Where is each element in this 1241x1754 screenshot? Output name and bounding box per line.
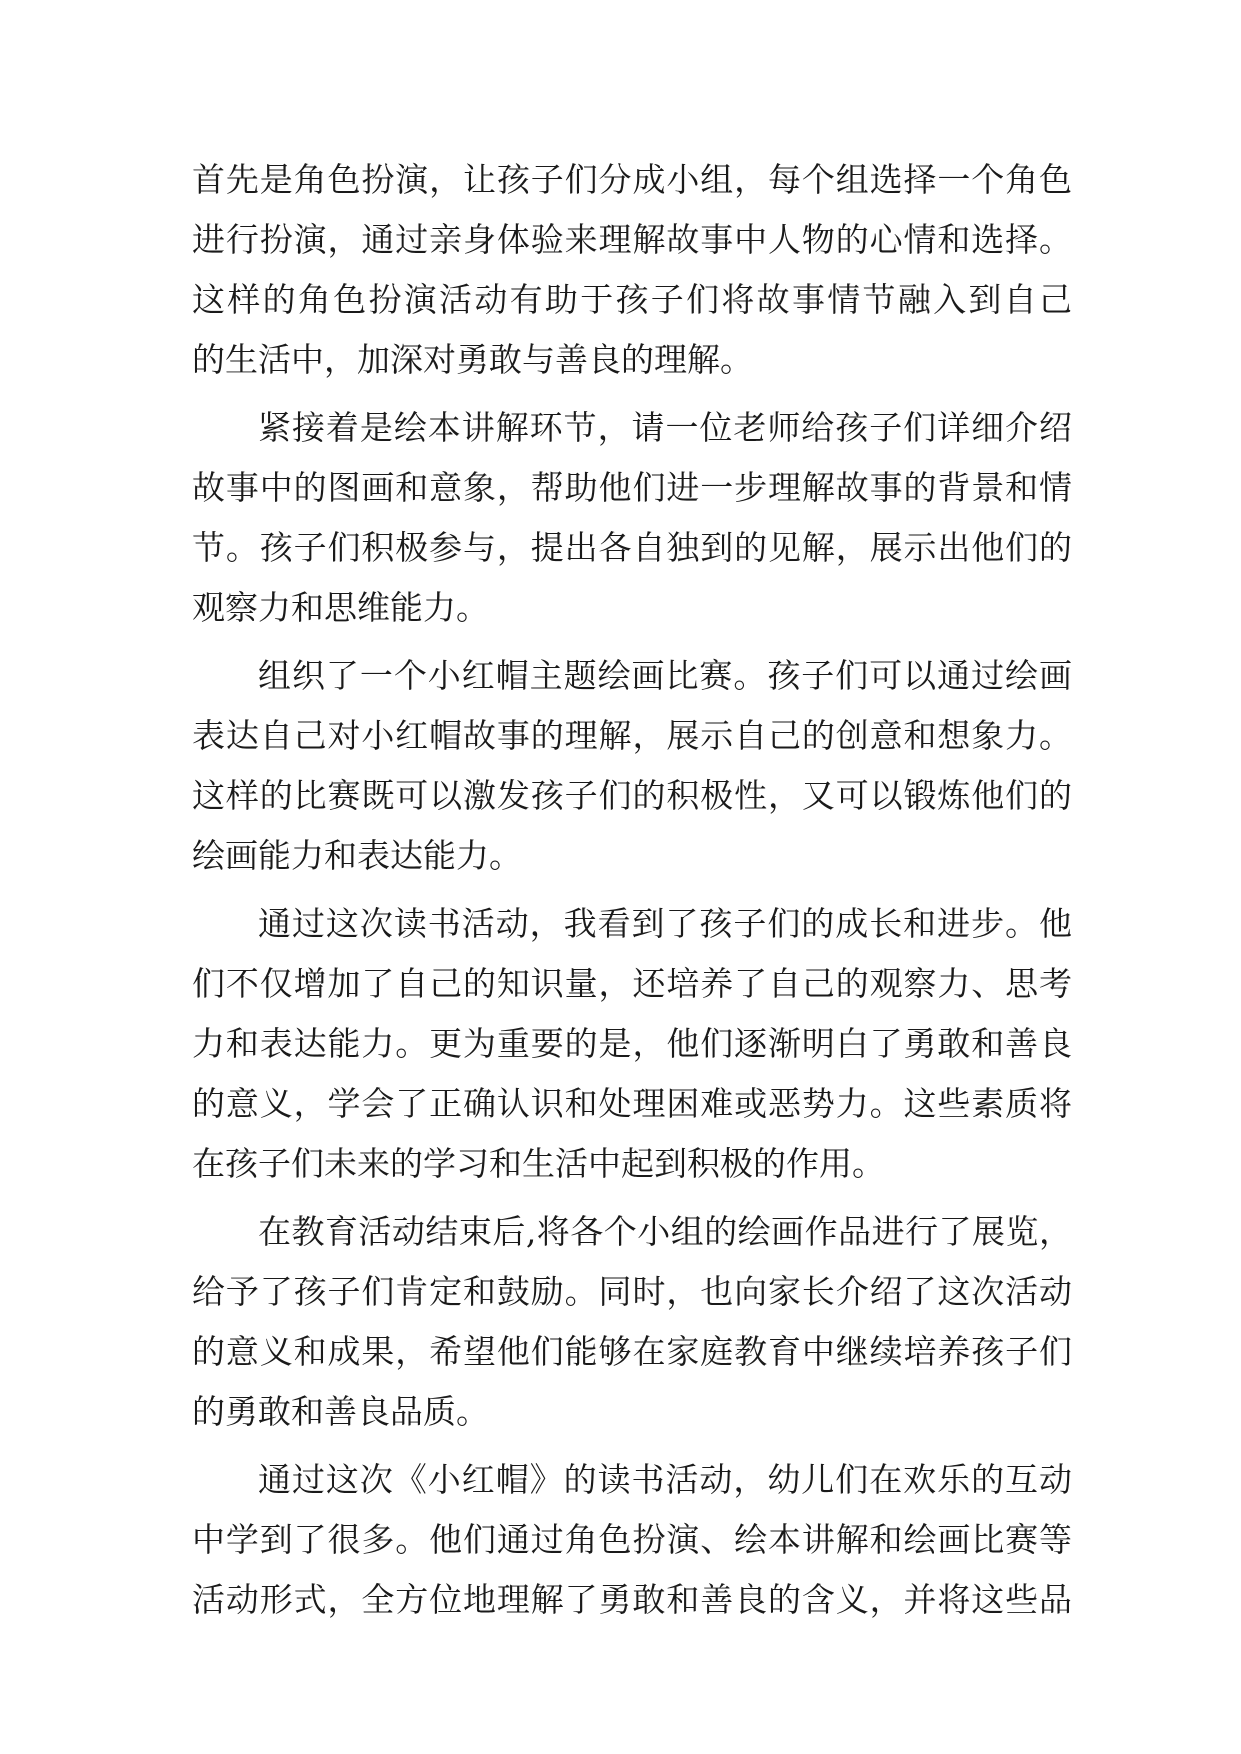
text-line: 故事中的图画和意象，帮助他们进一步理解故事的背景和情	[192, 468, 1072, 507]
text-line: 给予了孩子们肯定和鼓励。同时，也向家长介绍了这次活动	[192, 1272, 1072, 1311]
text-line: 绘画能力和表达能力。	[192, 836, 522, 875]
text-line: 这样的比赛既可以激发孩子们的积极性，又可以锻炼他们的	[192, 776, 1072, 815]
paragraph-first-line: 通过这次读书活动，我看到了孩子们的成长和进步。他	[258, 904, 1072, 943]
text-line: 活动形式，全方位地理解了勇敢和善良的含义，并将这些品	[192, 1580, 1072, 1619]
text-line: 首先是角色扮演，让孩子们分成小组，每个组选择一个角色	[192, 160, 1072, 199]
text-line: 力和表达能力。更为重要的是，他们逐渐明白了勇敢和善良	[192, 1024, 1072, 1063]
text-line: 这样的角色扮演活动有助于孩子们将故事情节融入到自己	[192, 280, 1072, 319]
text-line: 们不仅增加了自己的知识量，还培养了自己的观察力、思考	[192, 964, 1072, 1003]
text-line: 节。孩子们积极参与，提出各自独到的见解，展示出他们的	[192, 528, 1072, 567]
text-line: 的意义和成果，希望他们能够在家庭教育中继续培养孩子们	[192, 1332, 1072, 1371]
paragraph-first-line: 在教育活动结束后,将各个小组的绘画作品进行了展览，	[258, 1212, 1072, 1251]
paragraph-first-line: 通过这次《小红帽》的读书活动，幼儿们在欢乐的互动	[258, 1460, 1072, 1499]
text-line: 的意义，学会了正确认识和处理困难或恶势力。这些素质将	[192, 1084, 1072, 1123]
text-line: 在孩子们未来的学习和生活中起到积极的作用。	[192, 1144, 885, 1183]
text-line: 表达自己对小红帽故事的理解，展示自己的创意和想象力。	[192, 716, 1072, 755]
text-line: 中学到了很多。他们通过角色扮演、绘本讲解和绘画比赛等	[192, 1520, 1072, 1559]
text-line: 观察力和思维能力。	[192, 588, 489, 627]
paragraph-first-line: 紧接着是绘本讲解环节，请一位老师给孩子们详细介绍	[258, 408, 1072, 447]
text-line: 的勇敢和善良品质。	[192, 1392, 489, 1431]
text-line: 进行扮演，通过亲身体验来理解故事中人物的心情和选择。	[192, 220, 1072, 259]
text-line: 的生活中，加深对勇敢与善良的理解。	[192, 340, 753, 379]
paragraph-first-line: 组织了一个小红帽主题绘画比赛。孩子们可以通过绘画	[258, 656, 1072, 695]
